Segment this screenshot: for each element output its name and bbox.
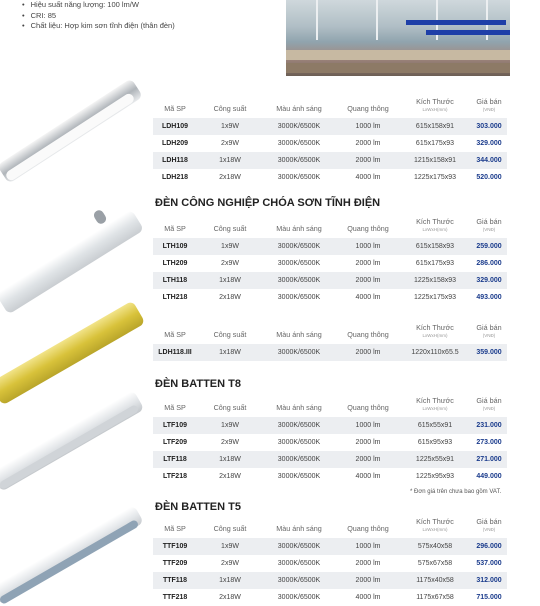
cell-code: LTF209	[163, 439, 187, 446]
cell-price: 231.000	[476, 422, 502, 429]
cell-power: 2x9W	[221, 260, 239, 267]
cell-code: LTF218	[163, 473, 187, 480]
table-header	[153, 322, 507, 344]
table-row	[153, 152, 507, 169]
cell-price: 715.000	[476, 594, 502, 601]
cell-color: 3000K/6500K	[277, 439, 321, 446]
lamp-image-yellow	[0, 305, 135, 395]
col-color: Màu ánh sáng	[276, 224, 322, 233]
cell-price: 520.000	[476, 174, 502, 181]
col-code: Mã SP	[164, 403, 186, 412]
cell-flux: 2000 lm	[355, 157, 381, 164]
col-power: Công suất	[213, 104, 247, 113]
cell-code: LTH218	[162, 294, 188, 301]
cell-flux: 1000 lm	[355, 422, 381, 429]
table-row	[153, 255, 507, 272]
col-code: Mã SP	[164, 524, 186, 533]
cell-price: 359.000	[476, 349, 502, 356]
cell-size: 615x158x91	[415, 123, 455, 130]
cell-code: LTH209	[162, 260, 188, 267]
cell-price: 296.000	[476, 543, 502, 550]
table-row	[153, 272, 507, 289]
bullet-efficiency: • Hiệu suất năng lượng: 100 lm/W	[22, 0, 175, 11]
cell-code: LDH218	[161, 174, 189, 181]
cell-size: 615x175x93	[415, 260, 455, 267]
table-body	[153, 417, 507, 485]
cell-flux: 4000 lm	[355, 294, 381, 301]
table-body	[153, 538, 507, 606]
table-row	[153, 572, 507, 589]
cell-flux: 2000 lm	[355, 439, 381, 446]
cell-power: 2x9W	[221, 439, 239, 446]
cell-color: 3000K/6500K	[277, 473, 321, 480]
cell-color: 3000K/6500K	[277, 422, 321, 429]
cell-color: 3000K/6500K	[277, 560, 321, 567]
cell-flux: 2000 lm	[355, 349, 381, 356]
price-table-lth	[153, 216, 507, 306]
col-size: Kích Thước LxWxH(mm)	[416, 396, 454, 411]
col-code: Mã SP	[164, 330, 186, 339]
cell-power: 1x18W	[219, 456, 241, 463]
table-row	[153, 417, 507, 434]
cell-price: 449.000	[476, 473, 502, 480]
cell-price: 273.000	[476, 439, 502, 446]
table-row	[153, 589, 507, 606]
cell-color: 3000K/6500K	[277, 294, 321, 301]
cell-code: LDH118.III	[158, 349, 192, 356]
cell-color: 3000K/6500K	[277, 157, 321, 164]
cell-power: 1x9W	[221, 243, 239, 250]
table-row	[153, 135, 507, 152]
col-power: Công suất	[213, 330, 247, 339]
cell-size: 615x175x93	[415, 140, 455, 147]
cell-size: 1175x67x58	[416, 594, 454, 601]
cell-color: 3000K/6500K	[277, 123, 321, 130]
table-body	[153, 118, 507, 186]
cell-size: 1175x40x58	[416, 577, 454, 584]
table-row	[153, 555, 507, 572]
cell-flux: 2000 lm	[355, 140, 381, 147]
col-flux: Quang thông	[347, 104, 389, 113]
cell-code: LTH109	[162, 243, 188, 250]
lamp-image-batten-t5	[0, 510, 135, 600]
intro-bullets	[22, 0, 175, 32]
cell-color: 3000K/6500K	[277, 577, 321, 584]
cell-size: 615x55x91	[417, 422, 453, 429]
cell-code: TTF218	[162, 594, 188, 601]
table-body	[153, 344, 507, 361]
cell-price: 329.000	[476, 277, 502, 284]
table-header	[153, 216, 507, 238]
price-table-ldh-iii	[153, 322, 507, 361]
cell-price: 259.000	[476, 243, 502, 250]
cell-color: 3000K/6500K	[277, 140, 321, 147]
table-row	[153, 538, 507, 555]
cell-price: 303.000	[476, 123, 502, 130]
table-header	[153, 96, 507, 118]
cell-code: LTF109	[163, 422, 187, 429]
table-body	[153, 238, 507, 306]
col-color: Màu ánh sáng	[276, 104, 322, 113]
cell-size: 1220x110x65.5	[411, 349, 459, 356]
cell-price: 329.000	[476, 140, 502, 147]
cell-size: 575x40x58	[417, 543, 453, 550]
cell-power: 1x18W	[219, 277, 241, 284]
vat-note: * Đơn giá trên chưa bao gồm VAT.	[410, 489, 502, 495]
col-flux: Quang thông	[347, 224, 389, 233]
cell-color: 3000K/6500K	[277, 456, 321, 463]
cell-power: 2x9W	[221, 140, 239, 147]
table-row	[153, 238, 507, 255]
col-color: Màu ánh sáng	[276, 330, 322, 339]
col-size: Kích Thước LxWxH(mm)	[416, 217, 454, 232]
factory-photo	[286, 0, 510, 76]
bullet-cri: • CRI: 85	[22, 11, 175, 22]
cell-flux: 2000 lm	[355, 260, 381, 267]
cell-flux: 1000 lm	[355, 543, 381, 550]
col-color: Màu ánh sáng	[276, 524, 322, 533]
cell-power: 2x9W	[221, 560, 239, 567]
col-code: Mã SP	[164, 224, 186, 233]
cell-power: 1x18W	[219, 349, 241, 356]
cell-power: 1x9W	[221, 123, 239, 130]
cell-power: 1x18W	[219, 157, 241, 164]
col-price: Giá bán (VNĐ)	[476, 517, 502, 532]
cell-code: TTF118	[162, 577, 188, 584]
table-header	[153, 516, 507, 538]
cell-size: 575x67x58	[417, 560, 453, 567]
col-color: Màu ánh sáng	[276, 403, 322, 412]
cell-code: TTF209	[162, 560, 188, 567]
cell-flux: 4000 lm	[355, 174, 381, 181]
price-table-batten-t5	[153, 516, 507, 606]
cell-code: LTH118	[162, 277, 188, 284]
cell-color: 3000K/6500K	[277, 349, 321, 356]
cell-code: LDH209	[161, 140, 189, 147]
table-row	[153, 169, 507, 186]
col-price: Giá bán (VNĐ)	[476, 217, 502, 232]
section-title-lth: ĐÈN CÔNG NGHIỆP CHÓA SƠN TĨNH ĐIỆN	[155, 197, 381, 209]
table-row	[153, 344, 507, 361]
cell-power: 1x18W	[219, 577, 241, 584]
cell-price: 493.000	[476, 294, 502, 301]
cell-size: 1225x175x93	[413, 294, 457, 301]
col-code: Mã SP	[164, 104, 186, 113]
cell-power: 1x9W	[221, 422, 239, 429]
cell-code: LDH118	[162, 157, 188, 164]
cell-flux: 2000 lm	[355, 456, 381, 463]
cell-color: 3000K/6500K	[277, 243, 321, 250]
col-power: Công suất	[213, 224, 247, 233]
cell-size: 1225x55x91	[415, 456, 455, 463]
cell-power: 2x18W	[219, 594, 241, 601]
section-title-batten-t8: ĐÈN BATTEN T8	[155, 378, 241, 390]
cell-color: 3000K/6500K	[277, 260, 321, 267]
table-header	[153, 395, 507, 417]
cell-size: 615x95x93	[417, 439, 453, 446]
cell-size: 1225x95x93	[415, 473, 455, 480]
table-row	[153, 289, 507, 306]
cell-price: 312.000	[476, 577, 502, 584]
col-price: Giá bán (VNĐ)	[476, 323, 502, 338]
cell-flux: 4000 lm	[355, 594, 381, 601]
cell-flux: 4000 lm	[355, 473, 381, 480]
section-title-batten-t5: ĐÈN BATTEN T5	[155, 501, 241, 513]
table-row	[153, 118, 507, 135]
cell-color: 3000K/6500K	[277, 594, 321, 601]
cell-price: 271.000	[476, 456, 502, 463]
col-price: Giá bán (VNĐ)	[476, 97, 502, 112]
cell-power: 2x18W	[219, 174, 241, 181]
col-size: Kích Thước LxWxH(mm)	[416, 517, 454, 532]
bullet-material: • Chất liệu: Hợp kim sơn tĩnh điện (thân đèn)	[22, 21, 175, 32]
col-size: Kích Thước LxWxH(mm)	[416, 97, 454, 112]
cell-size: 1225x158x93	[413, 277, 457, 284]
cell-power: 1x9W	[221, 543, 239, 550]
cell-price: 537.000	[476, 560, 502, 567]
cell-flux: 2000 lm	[355, 560, 381, 567]
cell-flux: 2000 lm	[355, 277, 381, 284]
cell-size: 615x158x93	[415, 243, 455, 250]
lamp-image-ldh	[0, 70, 135, 190]
cell-color: 3000K/6500K	[277, 543, 321, 550]
cell-size: 1215x158x91	[413, 157, 457, 164]
table-row	[153, 434, 507, 451]
table-row	[153, 468, 507, 485]
lamp-image-batten-t8	[0, 385, 135, 495]
cell-flux: 1000 lm	[355, 243, 381, 250]
cell-flux: 2000 lm	[355, 577, 381, 584]
price-table-ldh	[153, 96, 507, 186]
cell-code: LTF118	[163, 456, 187, 463]
cell-price: 286.000	[476, 260, 502, 267]
col-flux: Quang thông	[347, 524, 389, 533]
cell-size: 1225x175x93	[413, 174, 457, 181]
col-flux: Quang thông	[347, 330, 389, 339]
cell-code: TTF109	[162, 543, 188, 550]
col-power: Công suất	[213, 524, 247, 533]
lamp-image-lth	[0, 205, 135, 315]
table-row	[153, 451, 507, 468]
price-table-batten-t8	[153, 395, 507, 485]
cell-flux: 1000 lm	[355, 123, 381, 130]
cell-power: 2x18W	[219, 473, 241, 480]
cell-code: LDH109	[161, 123, 189, 130]
cell-color: 3000K/6500K	[277, 174, 321, 181]
cell-color: 3000K/6500K	[277, 277, 321, 284]
col-size: Kích Thước LxWxH(mm)	[416, 323, 454, 338]
cell-price: 344.000	[476, 157, 502, 164]
col-flux: Quang thông	[347, 403, 389, 412]
col-power: Công suất	[213, 403, 247, 412]
col-price: Giá bán (VNĐ)	[476, 396, 502, 411]
cell-power: 2x18W	[219, 294, 241, 301]
